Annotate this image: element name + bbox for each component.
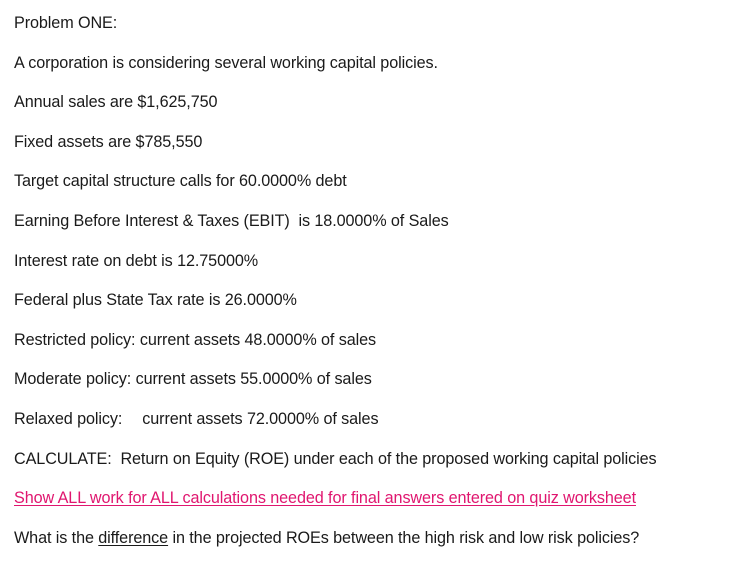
restricted-policy-label: Restricted policy:	[14, 330, 136, 349]
show-work-instruction: Show ALL work for ALL calculations needed for final answers entered on quiz worksheet	[14, 489, 636, 508]
relaxed-policy-line	[14, 400, 722, 440]
problem-heading: Problem ONE:	[14, 14, 118, 32]
question-text-after: in the projected ROEs between the high risk and low risk policies?	[168, 528, 640, 547]
problem-document	[14, 4, 722, 558]
ebit-text: Earning Before Interest & Taxes (EBIT) is 18.0000% of Sales	[14, 211, 449, 230]
intro-text: A corporation is considering several working capital policies.	[14, 53, 438, 72]
restricted-policy-line	[14, 321, 722, 361]
annual-sales-text: Annual sales are $1,625,750	[14, 93, 218, 112]
moderate-policy-detail: current assets 55.0000% of sales	[135, 370, 372, 389]
fixed-assets-text: Fixed assets are $785,550	[14, 132, 203, 151]
capital-structure-text: Target capital structure calls for 60.0000% debt	[14, 172, 347, 191]
relaxed-policy-label: Relaxed policy:	[14, 409, 123, 428]
restricted-policy-detail: current assets 48.0000% of sales	[139, 330, 377, 349]
tax-rate-text: Federal plus State Tax rate is 26.0000%	[14, 291, 297, 310]
moderate-policy-line	[14, 360, 722, 400]
interest-rate-text: Interest rate on debt is 12.75000%	[14, 251, 259, 270]
moderate-policy-label: Moderate policy:	[14, 370, 132, 389]
question-emphasis: difference	[98, 528, 169, 547]
question-text-before: What is the	[14, 528, 99, 547]
calculate-text: CALCULATE: Return on Equity (ROE) under each of the proposed working capital policies	[14, 449, 657, 468]
question-line	[14, 519, 722, 559]
relaxed-policy-detail: current assets 72.0000% of sales	[142, 409, 379, 428]
